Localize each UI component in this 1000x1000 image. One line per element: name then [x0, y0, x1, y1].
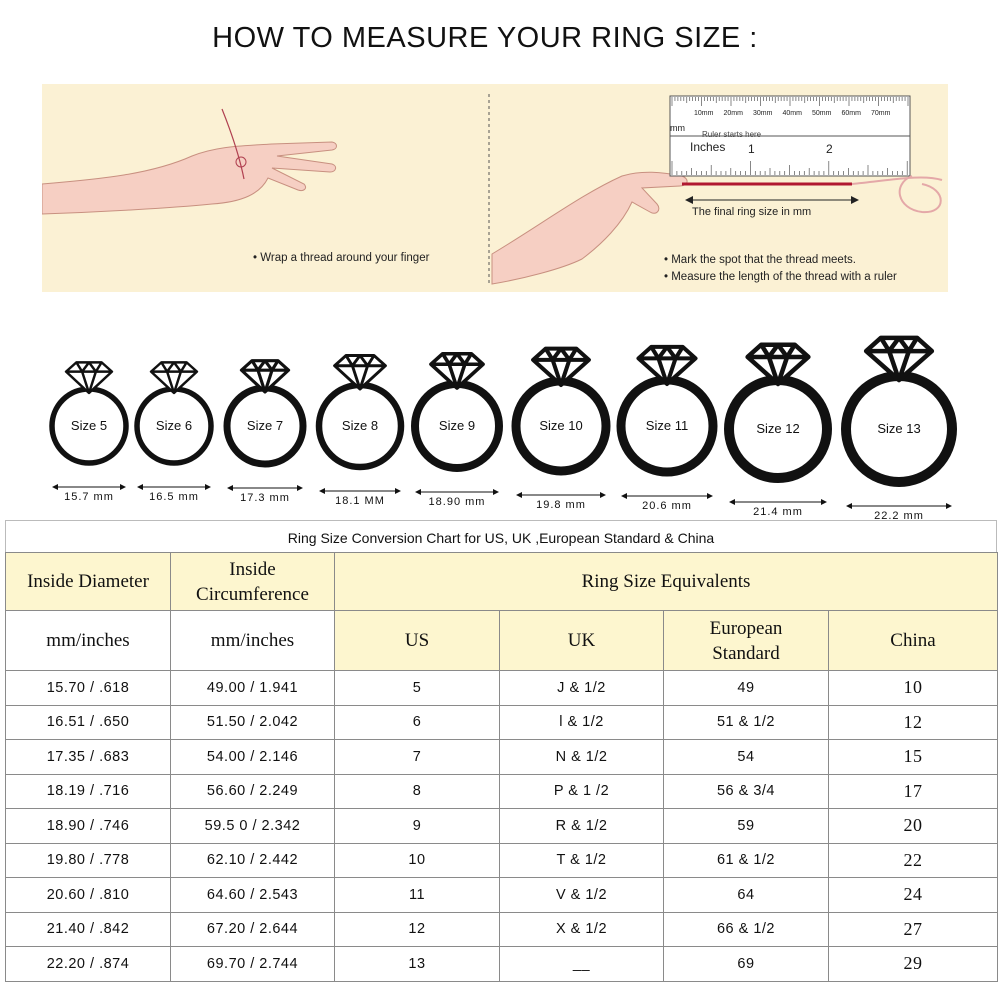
ruler-inch-1: 1: [748, 142, 755, 156]
ring-diameter-label: 21.4 mm: [753, 506, 803, 518]
cell-diameter: 18.90 / .746: [6, 809, 171, 844]
cell-eu: 66 & 1/2: [664, 912, 829, 947]
ring-diameter-label: 22.2 mm: [874, 510, 924, 522]
step-mark-spot: • Mark the spot that the thread meets.: [664, 254, 856, 266]
ring-diameter-label: 18.1 MM: [335, 495, 385, 507]
table-row: [6, 843, 998, 878]
cell-china: 24: [829, 878, 998, 913]
header-uk: UK: [500, 611, 664, 671]
ruler-mm-tick-label: 50mm: [812, 110, 832, 117]
ring-diameter-label: 15.7 mm: [64, 491, 114, 503]
cell-eu: 56 & 3/4: [664, 774, 829, 809]
conversion-chart: [5, 520, 997, 994]
cell-diameter: 22.20 / .874: [6, 947, 171, 982]
cell-eu: 59: [664, 809, 829, 844]
ring-size-label: Size 9: [438, 418, 476, 433]
ring-diameter-label: 18.90 mm: [428, 496, 486, 508]
cell-uk: R & 1/2: [500, 809, 664, 844]
table-row: [6, 774, 998, 809]
cell-eu: 69: [664, 947, 829, 982]
cell-us: 11: [335, 878, 500, 913]
cell-eu: 61 & 1/2: [664, 843, 829, 878]
cell-us: 5: [335, 671, 500, 706]
cell-uk: l & 1/2: [500, 705, 664, 740]
chart-caption: Ring Size Conversion Chart for US, UK ,European Standard & China: [5, 520, 997, 553]
ring-diameter-label: 17.3 mm: [240, 492, 290, 504]
final-size-label: The final ring size in mm: [692, 206, 812, 218]
cell-circumference: 69.70 / 2.744: [171, 947, 335, 982]
header-ring-size-equivalents: Ring Size Equivalents: [335, 553, 998, 611]
cell-circumference: 54.00 / 2.146: [171, 740, 335, 775]
ring-size-label: Size 10: [539, 418, 583, 433]
ruler-mm-tick-label: 40mm: [782, 110, 802, 117]
conversion-table: [5, 552, 998, 982]
cell-circumference: 64.60 / 2.543: [171, 878, 335, 913]
step-measure-length: • Measure the length of the thread with a ruler: [664, 271, 897, 283]
cell-china: 29: [829, 947, 998, 982]
cell-us: 9: [335, 809, 500, 844]
cell-uk: N & 1/2: [500, 740, 664, 775]
cell-diameter: 19.80 / .778: [6, 843, 171, 878]
cell-uk: J & 1/2: [500, 671, 664, 706]
ruler-mm-tick-label: 10mm: [694, 110, 714, 117]
cell-uk: X & 1/2: [500, 912, 664, 947]
cell-eu: 49: [664, 671, 829, 706]
cell-diameter: 17.35 / .683: [6, 740, 171, 775]
cell-eu: 54: [664, 740, 829, 775]
cell-uk: P & 1 /2: [500, 774, 664, 809]
table-row: [6, 671, 998, 706]
cell-circumference: 59.5 0 / 2.342: [171, 809, 335, 844]
ring-size-label: Size 6: [155, 418, 193, 433]
ring-size-label: Size 5: [70, 418, 108, 433]
ruler-start-note: Ruler starts here: [702, 130, 762, 139]
ruler-mm-tick-label: 30mm: [753, 110, 773, 117]
cell-diameter: 18.19 / .716: [6, 774, 171, 809]
cell-us: 7: [335, 740, 500, 775]
page-title: HOW TO MEASURE YOUR RING SIZE :: [212, 22, 758, 54]
cell-circumference: 49.00 / 1.941: [171, 671, 335, 706]
unit-diameter: mm/inches: [6, 611, 171, 671]
cell-china: 12: [829, 705, 998, 740]
table-row: [6, 740, 998, 775]
cell-china: 27: [829, 912, 998, 947]
cell-circumference: 62.10 / 2.442: [171, 843, 335, 878]
step-wrap-thread: • Wrap a thread around your finger: [253, 252, 430, 264]
cell-us: 8: [335, 774, 500, 809]
diamond-icon: [866, 338, 932, 380]
header-us: US: [335, 611, 500, 671]
cell-circumference: 56.60 / 2.249: [171, 774, 335, 809]
cell-china: 10: [829, 671, 998, 706]
header-european-standard: European Standard: [664, 611, 829, 671]
ring-diameter-label: 19.8 mm: [536, 499, 586, 511]
ring-size-label: Size 11: [645, 418, 689, 433]
ring-size-label: Size 13: [877, 421, 921, 436]
ring-size-label: Size 12: [756, 421, 800, 436]
cell-china: 17: [829, 774, 998, 809]
ruler-inches-label: Inches: [690, 140, 726, 154]
cell-circumference: 67.20 / 2.644: [171, 912, 335, 947]
table-row: [6, 705, 998, 740]
header-row-2: [6, 611, 998, 671]
header-row-1: [6, 553, 998, 611]
table-row: [6, 809, 998, 844]
cell-us: 12: [335, 912, 500, 947]
ring-diameter-label: 16.5 mm: [149, 491, 199, 503]
ring-diameter-label: 20.6 mm: [642, 500, 692, 512]
header-inside-circumference: Inside Circumference: [171, 553, 335, 611]
ruler-mm-tick-label: 20mm: [723, 110, 743, 117]
cell-us: 6: [335, 705, 500, 740]
table-row: [6, 912, 998, 947]
ruler-inch-2: 2: [826, 142, 833, 156]
cell-uk: __: [500, 947, 664, 982]
cell-uk: V & 1/2: [500, 878, 664, 913]
ruler-mm-tick-label: 70mm: [871, 110, 891, 117]
header-china: China: [829, 611, 998, 671]
cell-diameter: 20.60 / .810: [6, 878, 171, 913]
unit-circumference: mm/inches: [171, 611, 335, 671]
cell-eu: 64: [664, 878, 829, 913]
cell-us: 13: [335, 947, 500, 982]
cell-eu: 51 & 1/2: [664, 705, 829, 740]
cell-diameter: 16.51 / .650: [6, 705, 171, 740]
header-inside-diameter: Inside Diameter: [6, 553, 171, 611]
cell-china: 15: [829, 740, 998, 775]
cell-diameter: 15.70 / .618: [6, 671, 171, 706]
table-row: [6, 878, 998, 913]
ruler-mm-label: mm: [670, 123, 685, 133]
cell-diameter: 21.40 / .842: [6, 912, 171, 947]
ring-size-label: Size 8: [341, 418, 379, 433]
table-row: [6, 947, 998, 982]
cell-uk: T & 1/2: [500, 843, 664, 878]
ring-size-label: Size 7: [246, 418, 284, 433]
ruler-mm-tick-label: 60mm: [841, 110, 861, 117]
cell-us: 10: [335, 843, 500, 878]
cell-china: 20: [829, 809, 998, 844]
cell-china: 22: [829, 843, 998, 878]
cell-circumference: 51.50 / 2.042: [171, 705, 335, 740]
